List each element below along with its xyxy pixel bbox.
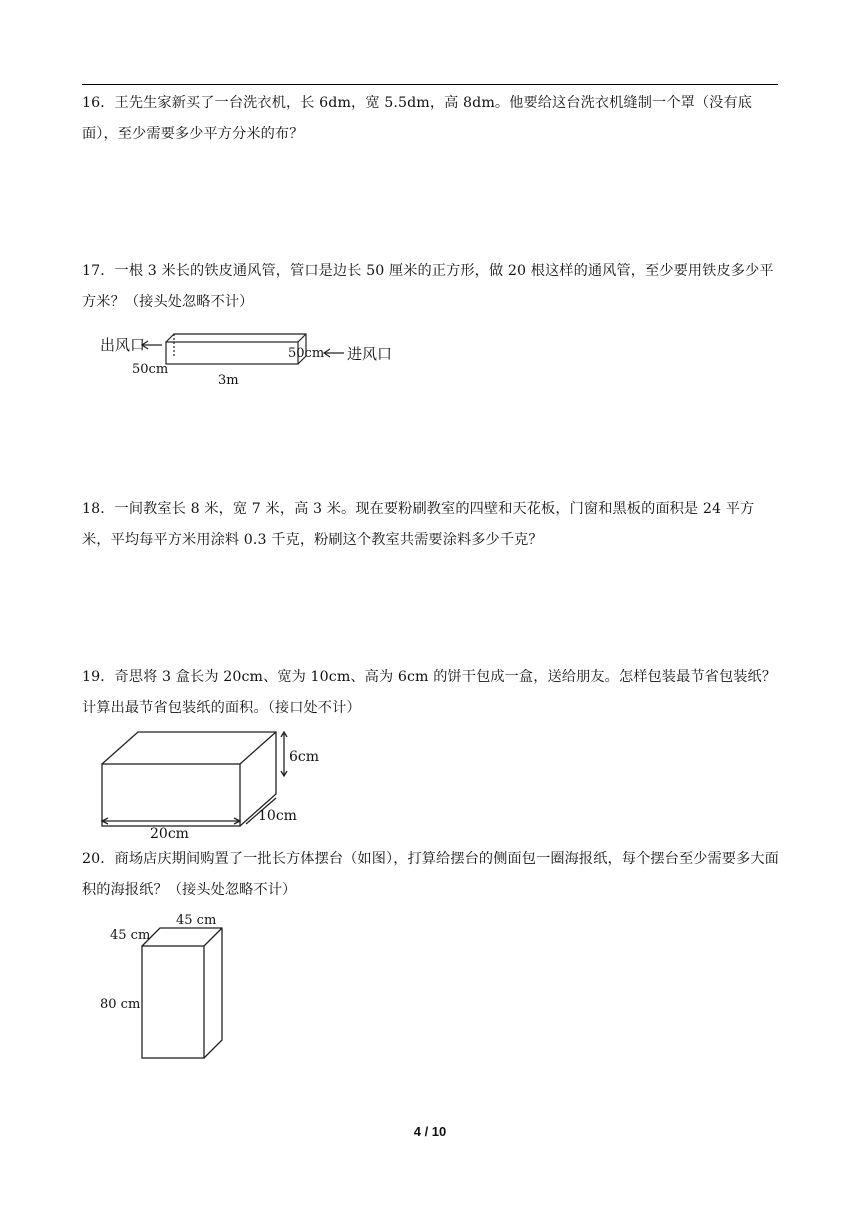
question-16: 16．王先生家新买了一台洗衣机，长 6dm，宽 5.5dm，高 8dm。他要给这台洗衣机缝制一个罩（没有底面），至少需要多少平方分米的布？ — [82, 95, 753, 142]
pipe-top-back — [166, 334, 306, 364]
stand-front-face — [142, 946, 204, 1058]
question-18: 18．一间教室长 8 米，宽 7 米，高 3 米。现在要粉刷教室的四壁和天花板，门窗和黑板的面积是 24 平方米，平均每平方米用涂料 0.3 千克，粉刷这个教室共需要涂料多少千克？ — [82, 501, 755, 548]
side-label-left: 50cm — [132, 362, 169, 377]
biscuit-box-figure — [96, 728, 336, 842]
pipe-front-face — [166, 342, 298, 364]
height-label: 80 cm — [100, 997, 141, 1012]
top-rule — [82, 84, 778, 85]
vent-pipe-figure — [96, 328, 406, 390]
side-label-right: 50cm — [288, 346, 325, 361]
top-label: 45 cm — [176, 913, 217, 928]
display-stand-figure — [96, 910, 256, 1062]
height-label: 6cm — [289, 749, 320, 765]
length-label: 3m — [218, 373, 239, 388]
box-top-side — [102, 732, 276, 826]
stand-top-side — [142, 928, 222, 1058]
outlet-label: 出风口 — [100, 336, 146, 354]
box-front-face — [102, 764, 240, 826]
question-19: 19．奇思将 3 盒长为 20cm、宽为 10cm、高为 6cm 的饼干包成一盒，送给朋友。怎样包装最节省包装纸？计算出最节省包装纸的面积。（接口处不计） — [82, 669, 777, 716]
page-number: 4 / 10 — [413, 1124, 447, 1139]
inlet-label: 进风口 — [347, 345, 393, 363]
length-label: 20cm — [150, 826, 189, 842]
question-20: 20．商场店庆期间购置了一批长方体摆台（如图），打算给摆台的侧面包一圈海报纸，每个摆台至少需要多大面积的海报纸？（接头处忽略不计） — [82, 851, 779, 898]
side-label: 45 cm — [110, 928, 151, 943]
question-17: 17．一根 3 米长的铁皮通风管，管口是边长 50 厘米的正方形，做 20 根这样的通风管，至少要用铁皮多少平方米？（接头处忽略不计） — [82, 263, 774, 310]
width-label: 10cm — [258, 808, 297, 824]
